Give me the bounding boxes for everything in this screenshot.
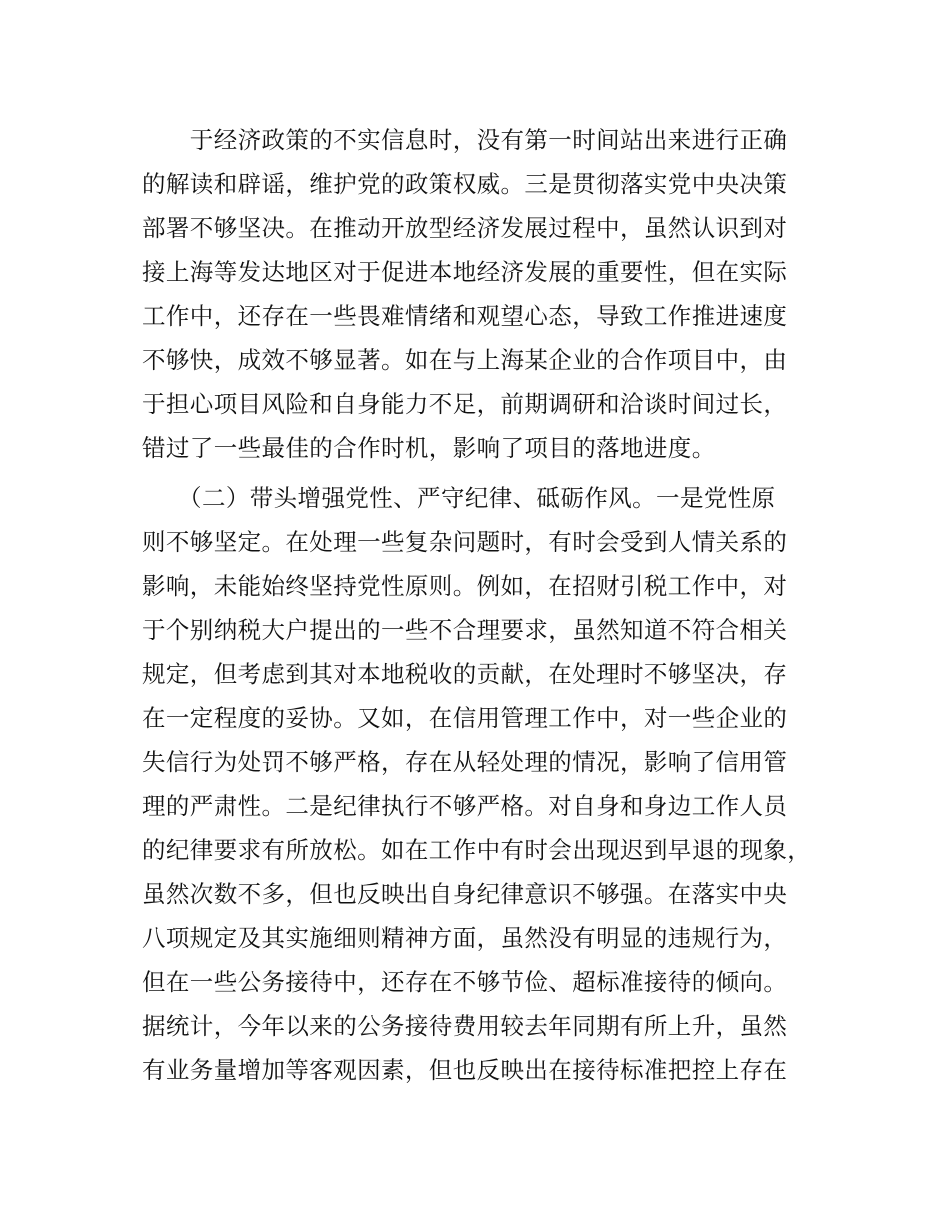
text-line: 理的严肃性。二是纪律执行不够严格。对自身和身边工作人员 [142, 792, 788, 820]
text-line: 八项规定及其实施细则精神方面，虽然没有明显的违规行为， [142, 924, 788, 952]
text-line: 于个别纳税大户提出的一些不合理要求，虽然知道不符合相关 [142, 616, 788, 644]
text-line: 部署不够坚决。在推动开放型经济发展过程中，虽然认识到对 [142, 214, 788, 242]
text-line: 但在一些公务接待中，还存在不够节俭、超标准接待的倾向。 [142, 968, 788, 996]
text-line: 工作中，还存在一些畏难情绪和观望心态，导致工作推进速度 [142, 302, 788, 330]
text-line: 虽然次数不多，但也反映出自身纪律意识不够强。在落实中央 [142, 880, 788, 908]
text-line: 错过了一些最佳的合作时机，影响了项目的落地进度。 [142, 434, 716, 462]
text-line: （二）带头增强党性、严守纪律、砥砺作风。一是党性原 [142, 484, 776, 512]
text-line: 影响，未能始终坚持党性原则。例如，在招财引税工作中，对 [142, 572, 788, 600]
text-line: 不够快，成效不够显著。如在与上海某企业的合作项目中，由 [142, 346, 788, 374]
text-line: 在一定程度的妥协。又如，在信用管理工作中，对一些企业的 [142, 704, 788, 732]
text-line: 的解读和辟谣，维护党的政策权威。三是贯彻落实党中央决策 [142, 170, 788, 198]
paragraph-2 [142, 476, 842, 1092]
text-line: 于担心项目风险和自身能力不足，前期调研和洽谈时间过长， [142, 390, 788, 418]
text-line: 失信行为处罚不够严格，存在从轻处理的情况，影响了信用管 [142, 748, 788, 776]
text-line: 规定，但考虑到其对本地税收的贡献，在处理时不够坚决，存 [142, 660, 788, 688]
document-body [142, 118, 842, 1092]
text-line: 有业务量增加等客观因素，但也反映出在接待标准把控上存在 [142, 1056, 788, 1084]
text-line: 据统计，今年以来的公务接待费用较去年同期有所上升，虽然 [142, 1012, 788, 1040]
paragraph-1 [142, 118, 842, 470]
text-line: 于经济政策的不实信息时，没有第一时间站出来进行正确 [142, 126, 788, 154]
text-line: 接上海等发达地区对于促进本地经济发展的重要性，但在实际 [142, 258, 788, 286]
text-line: 的纪律要求有所放松。如在工作中有时会出现迟到早退的现象， [142, 836, 812, 864]
text-line: 则不够坚定。在处理一些复杂问题时，有时会受到人情关系的 [142, 528, 788, 556]
